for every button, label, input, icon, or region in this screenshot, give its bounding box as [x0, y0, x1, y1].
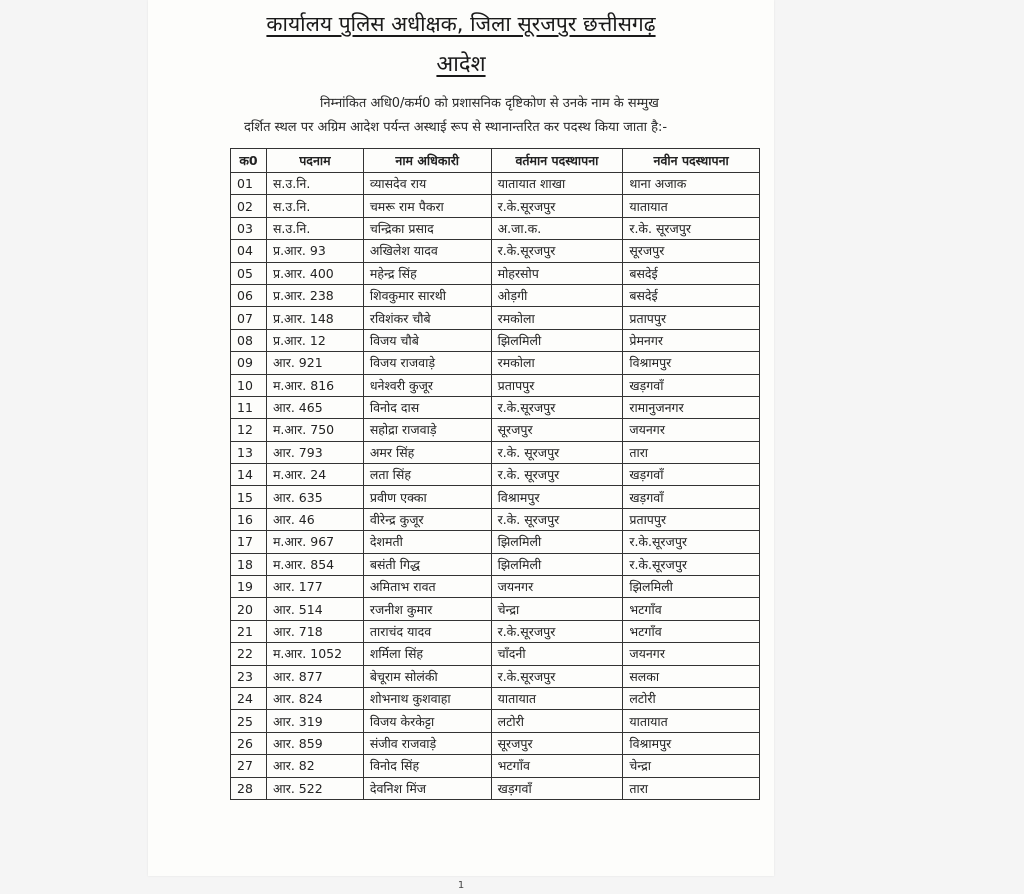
table-row [231, 576, 760, 598]
transfer-table [230, 148, 760, 800]
cell-officer-name: वीरेन्द्र कुजूर [363, 508, 491, 530]
cell-serial: 14 [231, 464, 267, 486]
cell-serial: 22 [231, 643, 267, 665]
cell-officer-name: चमरू राम पैकरा [363, 195, 491, 217]
cell-officer-name: देवनिश मिंज [363, 777, 491, 799]
cell-officer-name: संजीव राजवाड़े [363, 732, 491, 754]
intro-line-2: दर्शित स्थल पर अग्रिम आदेश पर्यन्त अस्थाई रूप से स्थानान्तरित कर पदस्थ किया जाता है:- [244, 120, 668, 135]
table-row [231, 508, 760, 530]
cell-officer-name: व्यासदेव राय [363, 173, 491, 195]
table-row [231, 531, 760, 553]
cell-designation: आर. 635 [266, 486, 363, 508]
cell-new-posting: खड़गवाँ [623, 464, 760, 486]
cell-current-posting: रमकोला [491, 307, 623, 329]
cell-new-posting: र.के.सूरजपुर [623, 531, 760, 553]
cell-serial: 17 [231, 531, 267, 553]
cell-current-posting: ओड़गी [491, 284, 623, 306]
cell-serial: 03 [231, 217, 267, 239]
cell-designation: आर. 921 [266, 352, 363, 374]
cell-serial: 02 [231, 195, 267, 217]
cell-officer-name: लता सिंह [363, 464, 491, 486]
cell-new-posting: विश्रामपुर [623, 352, 760, 374]
cell-new-posting: सलका [623, 665, 760, 687]
cell-designation: प्र.आर. 12 [266, 329, 363, 351]
cell-current-posting: चाँदनी [491, 643, 623, 665]
table-row [231, 173, 760, 195]
table-header-row [231, 149, 760, 173]
table-row [231, 441, 760, 463]
cell-new-posting: बसदेई [623, 262, 760, 284]
cell-serial: 25 [231, 710, 267, 732]
cell-serial: 11 [231, 396, 267, 418]
header-current-posting: वर्तमान पदस्थापना [491, 149, 623, 173]
cell-officer-name: बेचूराम सोलंकी [363, 665, 491, 687]
cell-new-posting: यातायात [623, 195, 760, 217]
cell-current-posting: यातायात शाखा [491, 173, 623, 195]
intro-line-1: निम्नांकित अधि0/कर्म0 को प्रशासनिक दृष्टिकोण से उनके नाम के सम्मुख [320, 96, 659, 111]
cell-serial: 21 [231, 620, 267, 642]
header-officer-name: नाम अधिकारी [363, 149, 491, 173]
table-row [231, 217, 760, 239]
cell-serial: 18 [231, 553, 267, 575]
table-row [231, 262, 760, 284]
document-page [148, 0, 774, 891]
cell-designation: म.आर. 750 [266, 419, 363, 441]
cell-new-posting: तारा [623, 441, 760, 463]
cell-current-posting: सूरजपुर [491, 732, 623, 754]
table-body [231, 173, 760, 800]
table-row [231, 195, 760, 217]
cell-current-posting: र.के.सूरजपुर [491, 396, 623, 418]
cell-current-posting: प्रतापपुर [491, 374, 623, 396]
cell-designation: स.उ.नि. [266, 217, 363, 239]
cell-current-posting: र.के.सूरजपुर [491, 240, 623, 262]
cell-serial: 12 [231, 419, 267, 441]
cell-designation: आर. 319 [266, 710, 363, 732]
order-heading: आदेश [436, 52, 486, 77]
cell-serial: 26 [231, 732, 267, 754]
header-serial: क0 [231, 149, 267, 173]
cell-designation: आर. 522 [266, 777, 363, 799]
intro-paragraph [244, 92, 754, 140]
cell-current-posting: जयनगर [491, 576, 623, 598]
cell-designation: आर. 82 [266, 755, 363, 777]
header-designation: पदनाम [266, 149, 363, 173]
cell-serial: 08 [231, 329, 267, 351]
cell-new-posting: भटगाँव [623, 620, 760, 642]
cell-current-posting: लटोरी [491, 710, 623, 732]
table-row [231, 396, 760, 418]
cell-new-posting: सूरजपुर [623, 240, 760, 262]
cell-officer-name: सहोद्रा राजवाड़े [363, 419, 491, 441]
cell-current-posting: अ.जा.क. [491, 217, 623, 239]
cell-designation: आर. 793 [266, 441, 363, 463]
cell-designation: आर. 46 [266, 508, 363, 530]
cell-new-posting: जयनगर [623, 643, 760, 665]
table-row [231, 732, 760, 754]
cell-serial: 24 [231, 687, 267, 709]
page-number: 1 [457, 880, 465, 891]
cell-new-posting: खड़गवाँ [623, 374, 760, 396]
cell-serial: 05 [231, 262, 267, 284]
cell-designation: आर. 859 [266, 732, 363, 754]
cell-current-posting: झिलमिली [491, 531, 623, 553]
cell-current-posting: चेन्द्रा [491, 598, 623, 620]
cell-serial: 15 [231, 486, 267, 508]
office-title: कार्यालय पुलिस अधीक्षक, जिला सूरजपुर छत्तीसगढ़ [266, 12, 656, 36]
cell-new-posting: थाना अजाक [623, 173, 760, 195]
cell-officer-name: विजय चौबे [363, 329, 491, 351]
cell-designation: आर. 514 [266, 598, 363, 620]
cell-current-posting: विश्रामपुर [491, 486, 623, 508]
cell-new-posting: भटगाँव [623, 598, 760, 620]
cell-designation: म.आर. 854 [266, 553, 363, 575]
cell-current-posting: झिलमिली [491, 553, 623, 575]
cell-serial: 28 [231, 777, 267, 799]
cell-new-posting: खड़गवाँ [623, 486, 760, 508]
cell-officer-name: रविशंकर चौबे [363, 307, 491, 329]
cell-new-posting: विश्रामपुर [623, 732, 760, 754]
table-row [231, 665, 760, 687]
cell-designation: म.आर. 24 [266, 464, 363, 486]
cell-officer-name: प्रवीण एक्का [363, 486, 491, 508]
cell-officer-name: धनेश्वरी कुजूर [363, 374, 491, 396]
cell-officer-name: अमिताभ रावत [363, 576, 491, 598]
cell-serial: 09 [231, 352, 267, 374]
cell-new-posting: तारा [623, 777, 760, 799]
cell-officer-name: विजय राजवाड़े [363, 352, 491, 374]
cell-current-posting: र.के. सूरजपुर [491, 441, 623, 463]
cell-current-posting: र.के.सूरजपुर [491, 665, 623, 687]
table-row [231, 486, 760, 508]
cell-new-posting: प्रतापपुर [623, 307, 760, 329]
cell-serial: 27 [231, 755, 267, 777]
cell-current-posting: भटगाँव [491, 755, 623, 777]
table-row [231, 643, 760, 665]
cell-new-posting: प्रतापपुर [623, 508, 760, 530]
cell-officer-name: अखिलेश यादव [363, 240, 491, 262]
cell-designation: म.आर. 816 [266, 374, 363, 396]
cell-designation: आर. 718 [266, 620, 363, 642]
table-row [231, 710, 760, 732]
cell-designation: प्र.आर. 93 [266, 240, 363, 262]
cell-current-posting: र.के. सूरजपुर [491, 508, 623, 530]
cell-officer-name: विनोद सिंह [363, 755, 491, 777]
cell-designation: स.उ.नि. [266, 195, 363, 217]
cell-designation: स.उ.नि. [266, 173, 363, 195]
cell-new-posting: झिलमिली [623, 576, 760, 598]
cell-new-posting: रामानुजनगर [623, 396, 760, 418]
table-row [231, 777, 760, 799]
cell-officer-name: देशमती [363, 531, 491, 553]
cell-new-posting: र.के.सूरजपुर [623, 553, 760, 575]
cell-current-posting: र.के. सूरजपुर [491, 464, 623, 486]
cell-new-posting: जयनगर [623, 419, 760, 441]
cell-designation: म.आर. 967 [266, 531, 363, 553]
cell-current-posting: र.के.सूरजपुर [491, 620, 623, 642]
cell-officer-name: शर्मिला सिंह [363, 643, 491, 665]
cell-designation: आर. 877 [266, 665, 363, 687]
cell-designation: प्र.आर. 148 [266, 307, 363, 329]
table-row [231, 284, 760, 306]
cell-officer-name: शिवकुमार सारथी [363, 284, 491, 306]
table-row [231, 352, 760, 374]
table-row [231, 464, 760, 486]
table-row [231, 419, 760, 441]
cell-officer-name: बसंती गिद्ध [363, 553, 491, 575]
cell-current-posting: र.के.सूरजपुर [491, 195, 623, 217]
table-row [231, 598, 760, 620]
table-row [231, 553, 760, 575]
cell-officer-name: महेन्द्र सिंह [363, 262, 491, 284]
cell-serial: 01 [231, 173, 267, 195]
cell-designation: आर. 177 [266, 576, 363, 598]
cell-officer-name: ताराचंद यादव [363, 620, 491, 642]
cell-designation: म.आर. 1052 [266, 643, 363, 665]
cell-serial: 16 [231, 508, 267, 530]
cell-new-posting: लटोरी [623, 687, 760, 709]
cell-serial: 13 [231, 441, 267, 463]
cell-officer-name: चन्द्रिका प्रसाद [363, 217, 491, 239]
cell-officer-name: अमर सिंह [363, 441, 491, 463]
table-row [231, 240, 760, 262]
cell-current-posting: सूरजपुर [491, 419, 623, 441]
cell-new-posting: प्रेमनगर [623, 329, 760, 351]
cell-new-posting: बसदेई [623, 284, 760, 306]
cell-serial: 06 [231, 284, 267, 306]
header-new-posting: नवीन पदस्थापना [623, 149, 760, 173]
cell-serial: 19 [231, 576, 267, 598]
cell-serial: 23 [231, 665, 267, 687]
cell-officer-name: शोभनाथ कुशवाहा [363, 687, 491, 709]
table-row [231, 755, 760, 777]
cell-serial: 04 [231, 240, 267, 262]
cell-new-posting: र.के. सूरजपुर [623, 217, 760, 239]
cell-designation: प्र.आर. 400 [266, 262, 363, 284]
cell-designation: आर. 465 [266, 396, 363, 418]
table-row [231, 307, 760, 329]
cell-current-posting: झिलमिली [491, 329, 623, 351]
cell-new-posting: चेन्द्रा [623, 755, 760, 777]
table-row [231, 687, 760, 709]
cell-current-posting: मोहरसोप [491, 262, 623, 284]
table-row [231, 620, 760, 642]
cell-current-posting: यातायात [491, 687, 623, 709]
table-row [231, 329, 760, 351]
cell-serial: 10 [231, 374, 267, 396]
cell-serial: 07 [231, 307, 267, 329]
cell-officer-name: विजय केरकेट्टा [363, 710, 491, 732]
cell-new-posting: यातायात [623, 710, 760, 732]
table-row [231, 374, 760, 396]
cell-serial: 20 [231, 598, 267, 620]
cell-officer-name: रजनीश कुमार [363, 598, 491, 620]
cell-designation: आर. 824 [266, 687, 363, 709]
cell-current-posting: रमकोला [491, 352, 623, 374]
cell-designation: प्र.आर. 238 [266, 284, 363, 306]
cell-officer-name: विनोद दास [363, 396, 491, 418]
cell-current-posting: खड़गवाँ [491, 777, 623, 799]
